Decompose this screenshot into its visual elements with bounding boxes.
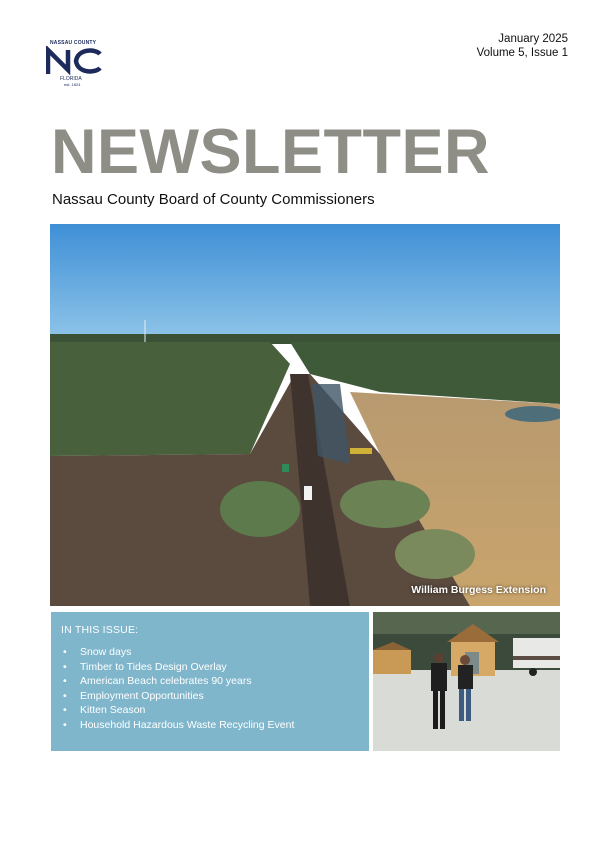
list-item: • Household Hazardous Waste Recycling Event (61, 718, 359, 733)
aerial-road-illustration (50, 224, 560, 606)
list-item: • Timber to Tides Design Overlay (61, 660, 359, 675)
list-item: • Snow days (61, 645, 359, 660)
issue-meta (477, 32, 568, 60)
hero-aerial-photo (50, 224, 560, 606)
list-item: • American Beach celebrates 90 years (61, 674, 359, 689)
logo-state-text: FLORIDA (60, 76, 82, 82)
list-item: • Kitten Season (61, 703, 359, 718)
hero-caption: William Burgess Extension (411, 584, 546, 596)
newsletter-subtitle: Nassau County Board of County Commissioners (52, 191, 375, 208)
newsletter-masthead: NEWSLETTER (51, 117, 490, 187)
in-this-issue-box (51, 612, 369, 751)
in-this-issue-list (61, 645, 359, 733)
issue-volume: Volume 5, Issue 1 (476, 47, 568, 59)
county-logo (46, 40, 106, 90)
logo-top-text: NASSAU COUNTY (50, 40, 97, 46)
in-this-issue-heading: IN THIS ISSUE: (61, 624, 139, 636)
logo-est-text: est. 1824 (64, 82, 81, 87)
snow-day-illustration (373, 612, 560, 751)
snow-day-photo (373, 612, 560, 751)
list-item: • Employment Opportunities (61, 689, 359, 704)
issue-date: January 2025 (498, 33, 568, 45)
nc-logo-icon (46, 46, 104, 76)
